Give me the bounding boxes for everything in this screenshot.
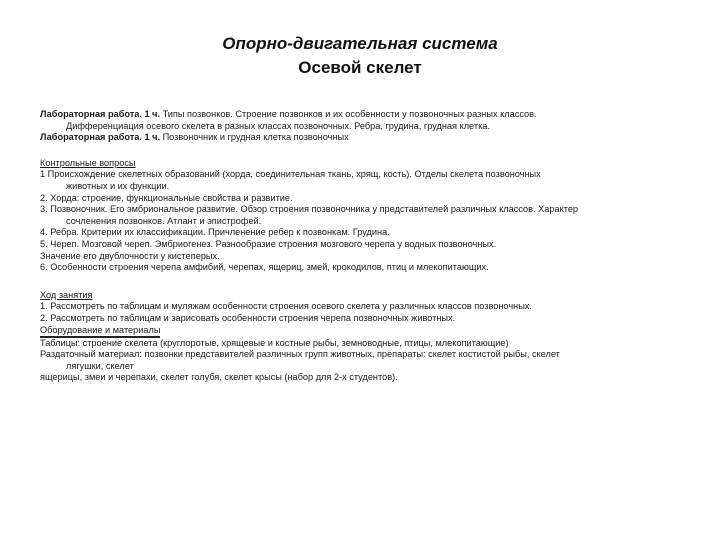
equipment-handout-cont: лягушки, скелет [66,360,134,371]
question-3-cont: сочленения позвонков. Атлант и эпистрофей. [66,215,262,226]
question-1: 1 Происхождение скелетных образований (хорда, соединительная ткань, хрящ, кость). Отделы скелета позвоночных [40,169,541,180]
progress-step-1: 1. Рассмотреть по таблицам и муляжам особенности строения осевого скелета у различных классов позвоночных. [40,301,532,312]
lab-work-1-text: Типы позвонков. Строение позвонков и их особенности у позвоночных разных классов. [160,109,537,119]
page-subtitle: Осевой скелет [298,58,422,77]
lab-work-2-label: Лабораторная работа. 1 ч. [40,132,161,143]
question-1-cont: животных и их функции. [66,180,170,191]
lab-work-1 [40,109,690,121]
equipment-handout: Раздаточный материал: позвонки представителей различных групп животных, препараты: скелет костистой рыбы, скелет [40,349,560,360]
question-2: 2. Хорда: строение, функциональные свойства и развитие. [40,192,293,203]
equipment-tables: Таблицы: строение скелета (круглоротые, хрящевые и костные рыбы, земноводные, птицы, млекопитающие) [40,337,509,348]
page-title: Опорно-двигательная система [222,34,498,53]
lab-work-1-label: Лабораторная работа. 1 ч. [40,109,161,119]
document-body [40,109,690,384]
question-5-cont: Значение его двублочности у кистеперых. [40,250,220,261]
equipment-handout-end: ящерицы, змеи и черепахи, скелет голубя, скелет крысы (набор для 2-х студентов). [40,372,398,383]
control-questions-heading: Контрольные вопросы [40,157,136,168]
lab-work-2-text: Позвоночник и грудная клетка позвоночных [160,132,349,143]
question-5: 5. Череп. Мозговой череп. Эмбриогенез. Разнообразие строения мозгового черепа у водных позвоночных. [40,238,497,249]
question-4: 4. Ребра. Критерии их классификации. Причленение ребер к позвонкам. Грудина. [40,227,390,238]
question-6: 6. Особенности строения черепа амфибий, черепах, ящериц, змей, крокодилов, птиц и млекопитающих. [40,262,489,273]
equipment-heading: Оборудование и материалы [40,325,160,338]
progress-step-2: 2. Рассмотреть по таблицам и зарисовать особенности строения черепа позвоночных животных. [40,312,456,323]
lab-work-2 [40,132,690,144]
question-3: 3. Позвоночник. Его эмбриональное развитие. Обзор строения позвоночника у представителей различных классов. Характер [40,204,579,215]
lab-work-1-cont: Дифференциация осевого скелета в разных классах позвоночных. Ребра, грудина, грудная клетка. [66,120,490,131]
progress-heading: Ход занятия [40,289,93,300]
